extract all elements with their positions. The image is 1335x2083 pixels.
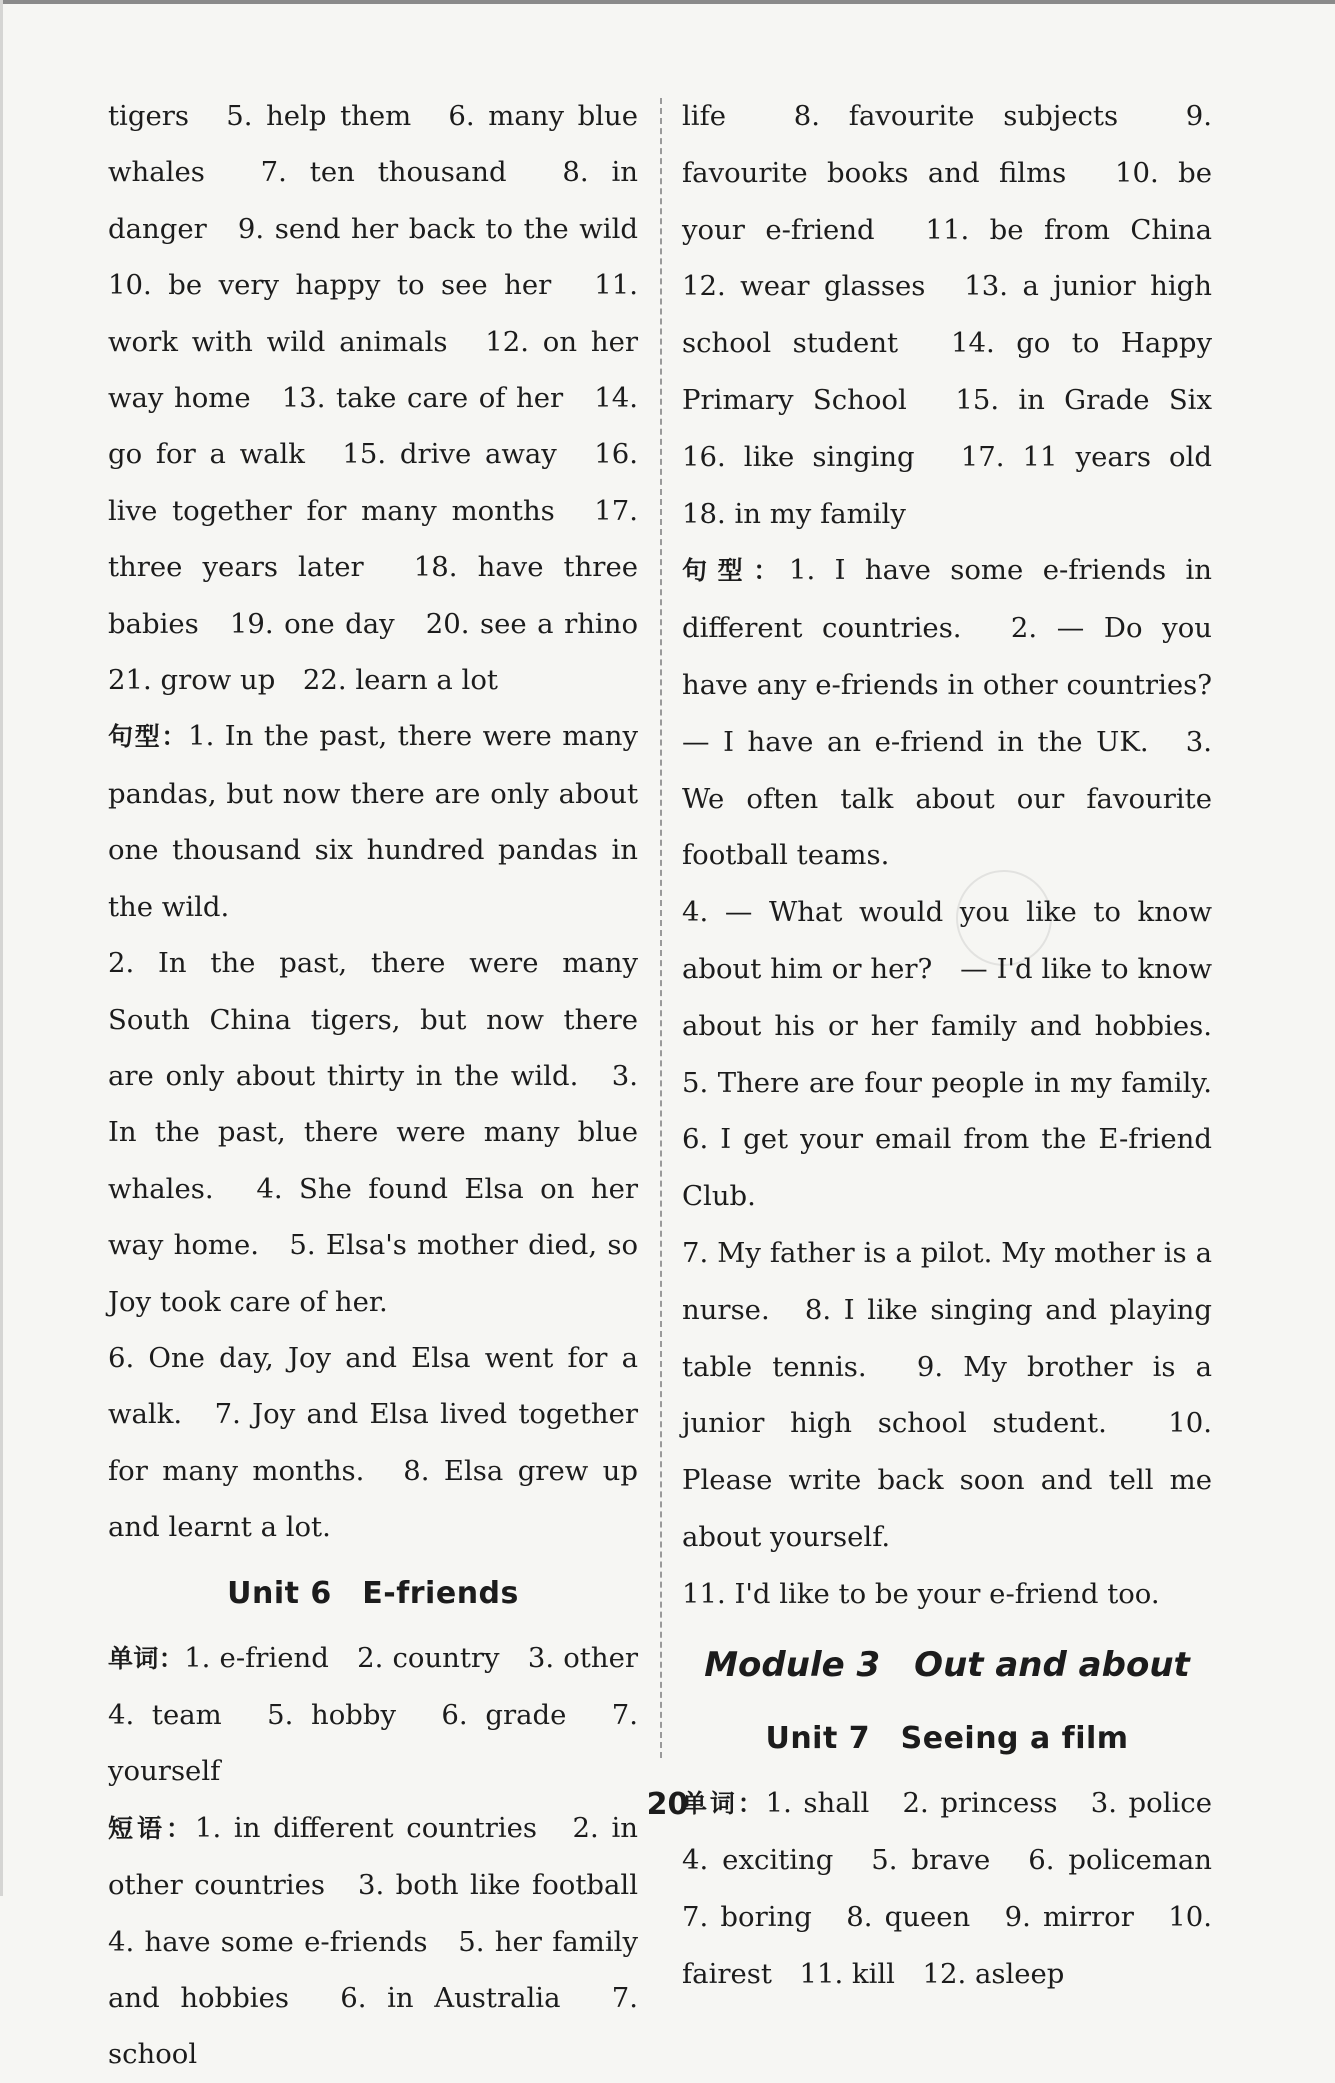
sentence-item: 1. In the past, there were many pandas, but now there are only about one thousand six hundred pandas in the wild.: [108, 720, 638, 923]
sentence-item: 7. My father is a pilot. My mother is a nurse. 8. I like singing and playing table tennis. 9. My brother is a junior high school student. 10. Please write back soon and tell me about yourself.: [682, 1236, 1212, 1553]
page-number: 20: [646, 1787, 689, 1822]
right-sentences-block: [682, 542, 1240, 884]
right-column: [682, 88, 1240, 2003]
phrases-continued: life 8. favourite subjects 9. favourite books and films 10. be your e-friend 11. be from China 12. wear glasses 13. a junior high school student 14. go to Happy Primary School 15. in Grade Six 16. like singing 17. 11 years old 18. in my family: [682, 100, 1240, 530]
page-side-shadow: [0, 0, 3, 1896]
page-top-edge: [0, 0, 1335, 4]
left-column: [108, 88, 666, 2083]
sentence-item: 11. I'd like to be your e-friend too.: [682, 1577, 1160, 1610]
phrases-list: 1. in different countries 2. in other countries 3. both like football 4. have some e-friends 5. her family and hobbies 6. in Australia 7. school: [108, 1811, 666, 2071]
unit6-words: [108, 1630, 666, 1800]
sentences-label: 句型：: [682, 556, 790, 586]
unit7-heading: Unit 7 Seeing a film: [765, 1720, 1129, 1756]
sentence-item: 1. I have some e-friends in different countries. 2. — Do you have any e-friends in other countries? — I have an e-friend in the UK. 3. We often talk about our favourite football teams.: [682, 554, 1240, 872]
sentences-label: 句型：: [108, 722, 189, 752]
words-label: 单词：: [108, 1643, 185, 1673]
unit6-heading: Unit 6 E-friends: [227, 1575, 519, 1611]
stamp-mark: [956, 870, 1052, 966]
words-list: 1. e-friend 2. country 3. other 4. team 5. hobby 6. grade 7. yourself: [108, 1641, 666, 1788]
sentence-item: 6. One day, Joy and Elsa went for a walk. 7. Joy and Elsa lived together for many months. 8. Elsa grew up and learnt a lot.: [108, 1341, 638, 1544]
left-answer-list: tigers 5. help them 6. many blue whales 7. ten thousand 8. in danger 9. send her back to the wild 10. be very happy to see her 11. work with wild animals 12. on her way home 13. take care of her 14. go for a walk 15. drive away 16. live together for many months 17. three years later 18. have three babies 19. one day 20. see a rhino 21. grow up 22. learn a lot: [108, 100, 666, 697]
words-label: 单词：: [682, 1788, 766, 1818]
module-heading: Module 3 Out and about: [704, 1644, 1190, 1685]
phrases-label: 短语：: [108, 1813, 195, 1843]
column-divider: [660, 98, 662, 1758]
words-list: 1. shall 2. princess 3. police 4. exciting 5. brave 6. policeman 7. boring 8. queen 9. mirror 10. fairest 11. kill 12. asleep: [682, 1786, 1240, 1990]
sentence-item: 2. In the past, there were many South China tigers, but now there are only about thirty in the wild. 3. In the past, there were many blue whales. 4. She found Elsa on her way home. 5. Elsa's mother died, so Joy took care of her.: [108, 947, 638, 1318]
watermark: [315, 960, 655, 1080]
left-sentences-block: [108, 708, 638, 935]
unit6-phrases: [108, 1800, 666, 2083]
sentence-item: 4. — What would you like to know about him or her? — I'd like to know about his or her family and hobbies. 5. There are four people in my family. 6. I get your email from the E-friend Club.: [682, 896, 1240, 1213]
